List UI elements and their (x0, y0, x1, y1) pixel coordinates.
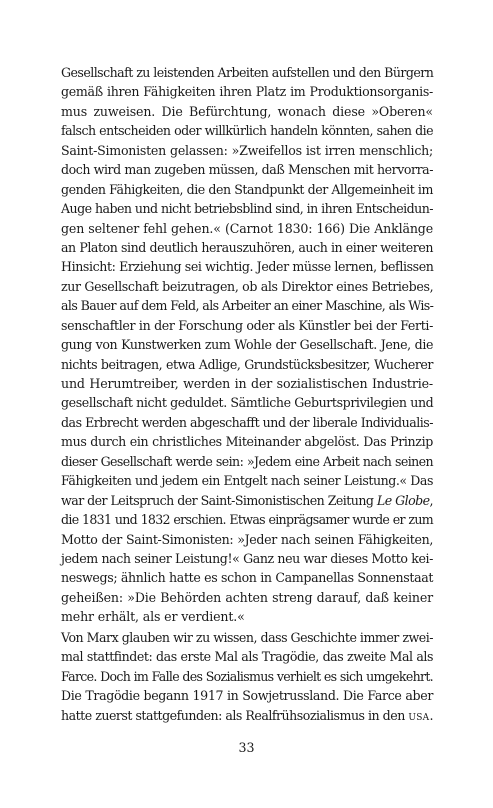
text-line: Fähigkeiten und jedem ein Entgelt nach seiner Leistung.« Das (61, 473, 433, 489)
newspaper-title: Le Globe (376, 492, 430, 508)
text-line: nichts beitragen, etwa Adlige, Grundstücksbesitzer, Wucherer (61, 356, 433, 372)
text-line (61, 491, 433, 510)
text-line: das Erbrecht werden abgeschafft und der liberale Individualis- (61, 414, 433, 430)
text-line: neswegs; ähnlich hatte es schon in Campanellas Sonnenstaat (61, 570, 434, 586)
text-segment: . (429, 707, 433, 723)
text-line: Auge haben und nicht betriebsblind sind, in ihren Entscheidun- (61, 201, 433, 217)
text-line: mehr erhält, als er verdient.« (61, 609, 245, 625)
text-line: dieser Gesellschaft werde sein: »Jedem eine Arbeit nach seinen (61, 453, 433, 469)
text-line: Motto der Saint-Simonisten: »Jeder nach seinen Fähigkeiten, (61, 531, 433, 547)
text-line: die 1831 und 1832 erschien. Etwas einprägsamer wurde er zum (61, 512, 433, 528)
text-line: mus durch ein christliches Miteinander abgelöst. Das Prinzip (61, 434, 433, 450)
text-segment: war der Leitspruch der Saint-Simonistischen Zeitung (61, 492, 377, 508)
text-line: Gesellschaft zu leistenden Arbeiten aufstellen und den Bürgern (61, 65, 434, 80)
text-line: Saint-Simonisten gelassen: »Zweifellos ist irren menschlich; (61, 142, 433, 158)
text-line: gen seltener fehl gehen.« (Carnot 1830: 166) Die Anklänge (61, 220, 433, 236)
abbreviation-usa: usa (408, 707, 430, 723)
text-line: zur Gesellschaft beizutragen, ob als Direktor eines Betriebes, (61, 278, 434, 294)
text-line: jedem nach seiner Leistung!« Ganz neu war dieses Motto kei- (61, 550, 433, 566)
text-line: mal stattfindet: das erste Mal als Tragödie, das zweite Mal als (61, 649, 433, 665)
text-line: gesellschaft nicht geduldet. Sämtliche Geburtsprivilegien und (61, 395, 434, 411)
paragraph-1 (61, 63, 433, 627)
text-line: und Herumtreiber, werden in der sozialistischen Industrie- (61, 376, 433, 391)
text-line: genden Fähigkeiten, die den Standpunkt der Allgemeinheit im (61, 181, 433, 197)
text-line: Hinsicht: Erziehung sei wichtig. Jeder müsse lernen, beflissen (61, 259, 434, 275)
text-line: gemäß ihren Fähigkeiten ihren Platz im Produktionsorganis- (61, 84, 433, 100)
text-line: doch wird man zugeben müssen, daß Menschen mit hervorra- (61, 162, 433, 178)
text-line: geheißen: »Die Behörden achten streng darauf, daß keiner (61, 589, 433, 605)
text-line: gung von Kunstwerken zum Wohle der Gesellschaft. Jene, die (61, 337, 433, 353)
text-line: falsch entscheiden oder willkürlich handeln könnten, sahen die (61, 123, 433, 139)
text-line (61, 706, 433, 725)
text-line: an Platon sind deutlich herauszuhören, auch in einer weiteren (61, 239, 433, 255)
text-line: senschaftler in der Forschung oder als Künstler bei der Ferti- (61, 317, 433, 333)
paragraph-2 (61, 628, 433, 725)
page-number: 33 (238, 740, 255, 755)
text-line: als Bauer auf dem Feld, als Arbeiter an einer Maschine, als Wis- (61, 298, 434, 314)
text-segment: , (429, 492, 434, 508)
text-line: Von Marx glauben wir zu wissen, dass Geschichte immer zwei- (61, 630, 433, 645)
text-line: Farce. Doch im Falle des Sozialismus verhielt es sich umgekehrt. (61, 668, 433, 684)
text-segment: hatte zuerst stattgefunden: als Realfrühsozialismus in den (61, 707, 409, 723)
text-line: mus zuweisen. Die Befürchtung, wonach diese »Oberen« (61, 103, 433, 119)
text-line: Die Tragödie begann 1917 in Sowjetrussland. Die Farce aber (61, 688, 433, 704)
